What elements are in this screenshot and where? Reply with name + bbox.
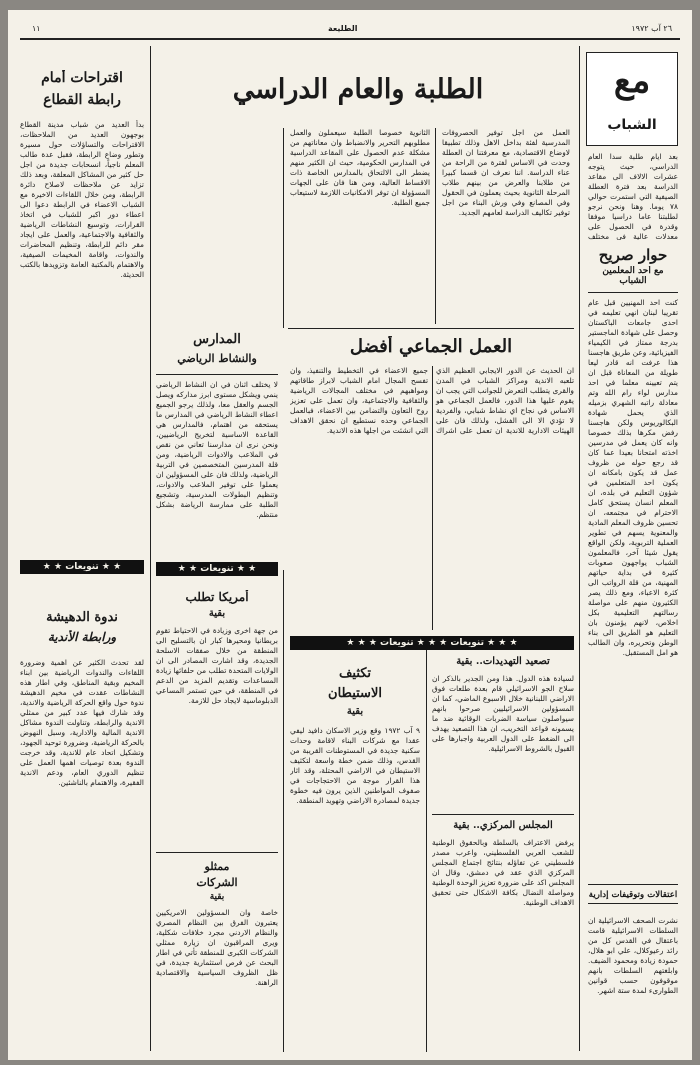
schools-subtitle: والنشاط الرياضي — [177, 352, 257, 365]
america-body: من جهة اخرى وزيادة في الاحتياط تقوم بريطانيا ومحيرها كبار ان بالتسليح الى المنطقة من خلال صفقات الاسلحة الجديدة، وقد اشارت المصادر الى ان الولايات المتحدة تطلب من حلفائها زيادة المساعدات وتقديم المزيد من الدعم في المنطقة، في حين تستمر المساعي الدبلوماسية لايجاد حل للازمة. — [156, 626, 278, 705]
threats-title: تصعيد التهديدات.. بقية — [456, 656, 550, 667]
companies-title: ممثلو — [204, 860, 230, 873]
variety-band-left: ★ ★ تنويعات ★ ★ — [20, 560, 144, 574]
publication-name: الطليعة — [328, 24, 358, 33]
column-divider — [435, 128, 436, 324]
interview-body: كنت احد المهنيين قبل عام تقريبا لبنان انهي تعليمه في احدى جامعات الباكستان وحصل على شهادة الماجستير بدرجة ممتاز في الكيمياء الفيزيائية، وعن طريق هاجسنا هذا عرفت انه قادر ليعا طويلة من المعاناة قبل ان يتم تعيينه معلما في احد مدارس لواء رام الله وتم معادلة راتبه الشهري بزميله الذي يحمل شهادة البكالوريوس ولكن هاجسنا رفض مكرها بذلك خصوصا وانه كان يعمل في مدرسين اخذته امتحانا بعيدا عما كان قد رجع حوله من ظروف عمل قد يكون بامكانه ان يكون احد المتعلمين في شؤون التعليم في بلده، ان المعلم انسان يستحق كامل الاحترام في مجتمعه، ان تحسين ظروف المعلم المادية والمعنوية يسهم في تطوير العملية التربوية، ولكن الواقع يقول شيئا آخر، فالمعلمون الشباب يواجهون صعوبات كثيرة في بداية حياتهم المهنية، من قلة الرواتب الى كثرة الاعباء، ومع ذلك يصر الكثيرون منهم على مواصلة رسالتهم التعليمية بكل اخلاص، لانهم يؤمنون بان التعليم هو الطريق الى بناء الوطن وتحريره، وان الطالب هو امل المستقبل. — [588, 298, 678, 657]
masthead-rule — [20, 38, 680, 40]
collective-title: العمل الجماعي أفضل — [349, 336, 513, 357]
council-title: المجلس المركزي.. بقية — [453, 820, 553, 831]
settlement-subtitle: الاستيطان — [328, 686, 382, 701]
forum-body: لقد تحدث الكثير عن اهمية وضرورة اللقاءات والندوات الرياضية بين ابناء المخيم وبقية المناطق، وفي اطار هذه النشاطات عقدت في مخيم الدهيشة ندوة حول واقع الحركة الرياضية والاندية، وقد شارك فيها عدد كبير من ممثلي الاندية والرابطة، وتناولت الندوة مشاكل الاندية المالية والادارية، وسبل النهوض بالحركة الرياضية، وضرورة توحيد الجهود، وتشكيل اتحاد عام للاندية، وقد خرجت الندوة بعدة توصيات اهمها العمل على تنظيم الدوري العام، ودعم الاندية الفقيرة، والاهتمام بالناشئين. — [20, 658, 144, 787]
interview-title: حوار صريح — [598, 246, 668, 264]
interview-subtitle: مع أحد المعلمين الشباب — [602, 266, 664, 286]
forum-subtitle: ورابطة الأندية — [47, 630, 117, 644]
settlement-body: ٩ آب ١٩٧٢ وقع وزير الاسكان دافيد ليفي عقدا مع شركات البناء لاقامة وحدات سكنية جديدة في المستوطنات القريبة من القدس، وذلك ضمن خطة واسعة لتكثيف الاستيطان في الاراضي المحتلة، وقد اثار هذا القرار موجة من الاحتجاجات في صفوف المواطنين الذين يرون فيه خطوة جديدة لمصادرة الاراضي وتهويد المنطقة. — [290, 726, 420, 805]
proposals-subtitle: رابطة القطاع — [43, 92, 121, 108]
band-label: تنويعات — [380, 638, 414, 648]
america-subtitle: بقية — [208, 608, 226, 619]
column-divider — [426, 650, 427, 1052]
proposals-body: بدأ العديد من شباب مدينة القطاع بوجهون العديد من الملاحظات، الاقتراحات والتساؤلات حول مسيرة وتطور وضاع الرابطة، فقبل عدة طالب المعلم ناجياً، انسحابات جديدة من اجل حل كثير من المشاكل المعلقة، وبعد ذلك تزايد عن ملاحظات لاصلاح دائرة الرابطة، ومن خلال اللقاءات الاخيرة مع الشباب الاعضاء في الرابطة دعوا الى اعطاء دور اكبر للشباب في اتخاذ القرارات، وتوسيع النشاطات الرياضية والثقافية والاجتماعية، والعمل على ايجاد مقر دائم للرابطة، وتنظيم المحاضرات والندوات، واقامة المخيمات الصيفية، والاهتمام بالمكتبة العامة وتزويدها بالكتب الحديثة. — [20, 120, 144, 279]
companies-continued: بقية — [209, 892, 225, 902]
youth-logo — [586, 52, 678, 146]
main-article-col1: العمل من اجل توفير الحصروفات المدرسية لفئة بداخل الاهل وذلك تطبيقا لاوضاع الاقتصادية، مع معرفتنا ان العطلة وحدت في الاساس لفترة من الراحة من عناء الدراسة. اننا نعرف ان قسما كبيرا من طلابنا والعرض من بينهم طلاب المرحلة الثانوية بحيث يعملون في الحقول وفي المصانع وفي ورش البناء من اجل توفير تكاليف الدراسة لعامهم الجديد. — [442, 128, 570, 217]
collective-body: ان الحديث عن الدور الايجابي العظيم الذي تلعبه الاندية ومراكز الشباب في المدن والقرى يتطلب التعرض للجوانب التي يجب ان يقوم عليها هذا الدور، فالعمل الجماعي هو الاساس في نجاح اي نشاط شبابي، والفردية لا تؤدي الا الى الفشل، ولذلك فان على الهيئات الادارية للاندية ان تعمل على اشراك جميع الاعضاء في التخطيط والتنفيذ، وان تفسح المجال امام الشباب لابراز طاقاتهم ومواهبهم في مختلف المجالات الرياضية والثقافية والاجتماعية، وان تعمل على تعزيز روح التعاون والتضامن بين الاعضاء، فبالعمل الجماعي وحده نستطيع ان نحقق الاهداف التي انشئت من اجلها هذه الاندية. — [290, 366, 574, 435]
column-divider — [283, 570, 284, 1052]
column-divider — [579, 46, 580, 1051]
schools-title: المدارس — [193, 332, 241, 347]
main-article-col2: الثانوية خصوصا الطلبة سيعملون والعمل مطلوبهم التحرير والانضباط وان معاناتهم من مشكلة عدم الحصول على المقاعد الدراسية في المدارس الحكومية، حيث ان الكثير منهم يضطر الى الالتحاق بالمدارس الخاصة ذات الاقساط العالية، ومن هنا فان على الجهات المسؤولة ان توفر الامكانيات اللازمة لاستيعاب جميع الطلبة. — [290, 128, 430, 207]
arrests-title: اعتقالات وتوقيفات إدارية — [588, 890, 678, 904]
band-label: تنويعات — [65, 562, 99, 572]
threats-body: لسيادة هذه الدول. هذا ومن الجدير بالذكر ان سلاح الجو الاسرائيلي قام بعدة طلعات فوق الاراضي اللبنانية خلال الاسبوع الماضي، كما ان المسؤولين الاسرائيليين صرحوا بانهم سيواصلون سياسة الضربات الوقائية ضد ما يسمونه قواعد التخريب، ان هذا التصعيد يهدف الى الضغط على الدول العربية واجبارها على القبول بالشروط الاسرائيلية. — [432, 674, 574, 753]
council-rule — [432, 814, 574, 815]
settlement-continued: بقية — [346, 706, 364, 717]
companies-body: خاصة وان المسؤولين الامريكيين يعتبرون الفرق بين النظام المصري والنظام الاردني مجرد خلافات شكلية، ويرى المراقبون ان زيارة ممثلي الشركات الكبرى للمنطقة تأتي في اطار البحث عن فرص استثمارية جديدة، في ظل الظروف السياسية والاقتصادية الراهنة. — [156, 908, 278, 987]
logo-calligraphy: مع — [613, 61, 651, 101]
band-label: تنويعات — [200, 564, 234, 574]
band-label: تنويعات — [450, 638, 484, 648]
page-number: ١١ — [32, 24, 41, 33]
proposals-title: اقتراحات أمام — [41, 70, 123, 86]
column-divider — [150, 46, 151, 1051]
interview-rule — [588, 292, 678, 293]
main-title: الطلبة والعام الدراسي — [232, 74, 484, 105]
collective-rule — [288, 328, 574, 329]
arrests-rule — [588, 884, 678, 885]
companies-subtitle: الشركات — [196, 876, 238, 889]
youth-intro-text: بعد ايام طلبة سدا العام الدراسي، حيث يتوجه عشرات الالاف الى مقاعد الدراسة بعد فترة العطلة الصيفية التي استمرت حوالي ٧٨ يوما. وهنا ونحن نرجو لطلبتنا عاما دراسيا موفقا وقدرة في الحصول على معدلات عالية في مختلف — [588, 152, 678, 240]
logo-label: الشباب — [607, 117, 657, 133]
variety-band-center-left: ★ ★ تنويعات ★ ★ — [156, 562, 278, 576]
america-title: أمريكا تطلب — [185, 590, 249, 604]
schools-body: لا يختلف اثنان في ان النشاط الرياضي ينمي ويشكل مستوى ابرز مداركه ويصل الجسم والعقل معا، ولذلك يرجو الجميع اعطاء النشاط الرياضي في المدارس ما يستحقه من اهتمام، فالمدارس هي القاعدة الاساسية لتخريج الرياضيين، ونحن نرى ان مدارسنا تعاني من نقص في الملاعب والادوات الرياضية، ومن قلة المدرسين المتخصصين في التربية الرياضية، ولذلك فان على المسؤولين ان يعملوا على توفير الملاعب والادوات، وتنظيم البطولات المدرسية، وتشجيع الطلبة على ممارسة الرياضة بشكل منتظم. — [156, 380, 278, 519]
variety-band-center: ★ ★ ★ تنويعات ★ ★ ★ تنويعات ★ ★ ★ — [290, 636, 574, 650]
issue-date: ٢٦ آب ١٩٧٢ — [631, 24, 672, 33]
council-body: يرفض الاعتراف بالسلطة وبالحقوق الوطنية للشعب العربي الفلسطيني، واعرب مصدر فلسطيني عن تفاؤله بنتائج اجتماع المجلس المركزي الذي عقد في دمشق، وقال ان المجلس اكد على ضرورة تعزيز الوحدة الوطنية ومواصلة النضال بكافة الاشكال حتى تحقيق الاهداف الوطنية. — [432, 838, 574, 907]
companies-rule — [156, 852, 278, 853]
forum-title: ندوة الدهيشة — [46, 610, 118, 625]
schools-rule — [156, 374, 278, 375]
arrests-body: نشرت الصحف الاسرائيلية ان السلطات الاسرائيلية قامت باعتقال في القدس كل من رائد رعيوكلال، علي ابو هلال، حمودة زيادة ومحمود الضيف. وابلغتهم السلطات بانهم موقوفون حسب قوانين الطوارىء لمدة ستة اشهر. — [588, 916, 678, 995]
newspaper-page — [8, 10, 692, 1060]
settlement-title: تكثيف — [338, 666, 372, 681]
column-divider — [283, 128, 284, 328]
